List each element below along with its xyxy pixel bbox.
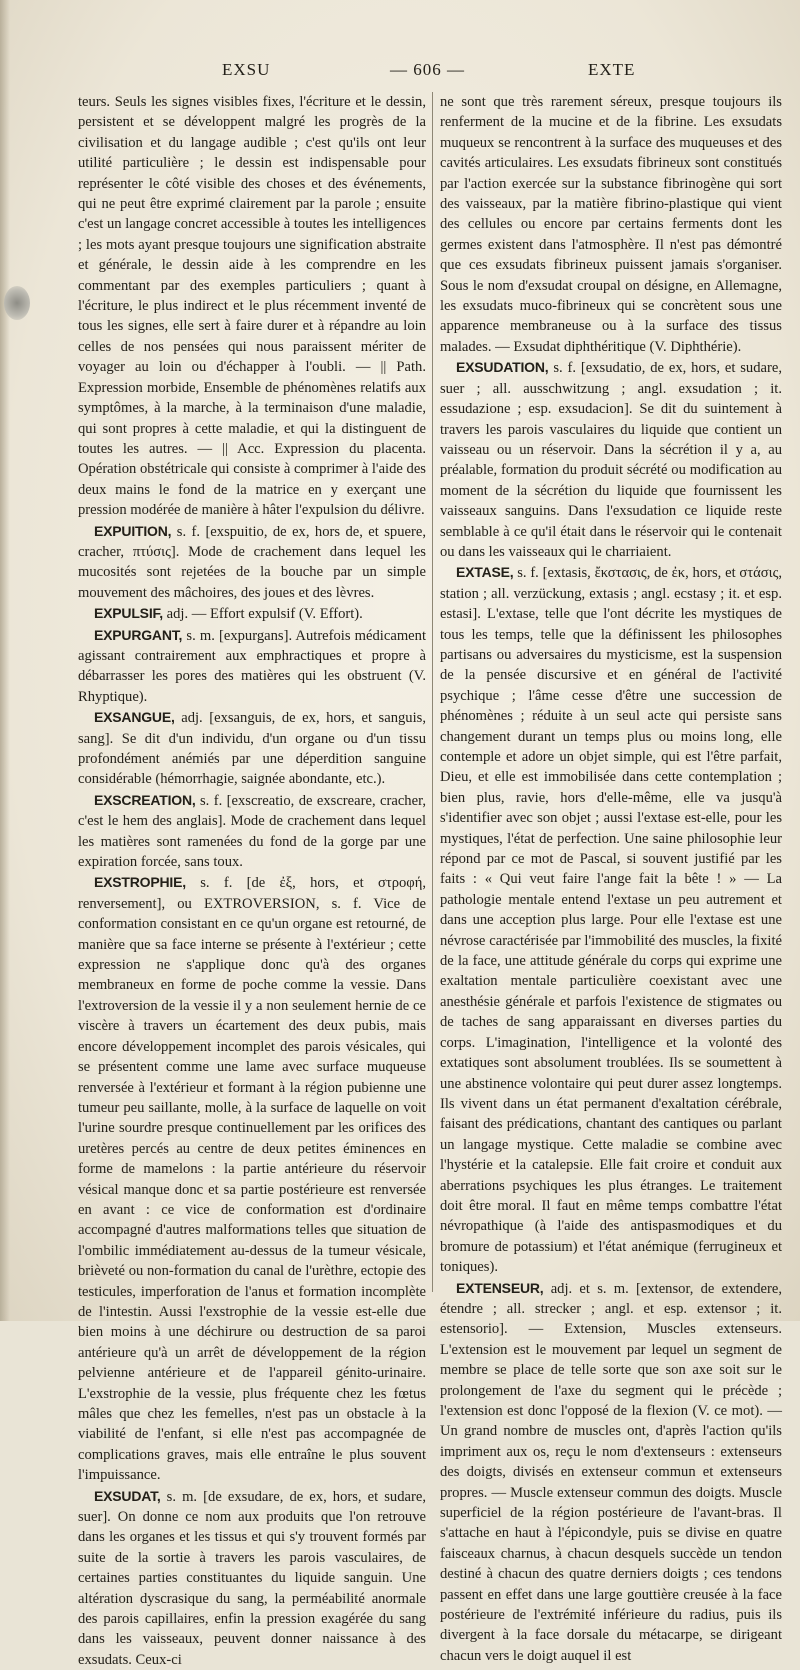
right-column: [440, 92, 782, 1664]
entry-headword: EXSCREATION,: [94, 791, 196, 808]
left-column: [78, 92, 426, 1668]
dictionary-entry: [440, 1278, 782, 1667]
entry-text: s. f. [de ἐξ, hors, et στροφή, renversement], ou EXTROVERSION, s. f. Vice de conformation consistant en ce qu'un organe est retourné, de manière que sa face interne se présente à l'extérieur ; cette expression ne s'applique donc qu'à des organes membraneux en forme de poche comme la vessie. Dans l'extroversion de la vessie il y a non seulement hernie de ce viscère à travers un écartement des deux pubis, mais encore développement incomplet des parois vésicales, qui se présentent comme une lame avec surface muqueuse renversée à l'extérieur et formant à la région pubienne une tumeur peu saillante, molle, à la surface de laquelle on voit l'urine sourdre presque continuellement par les orifices des uretères percés au centre de deux petites éminences en forme de mamelons : la partie antérieure du réservoir vésical manque donc et sa partie postérieure est renversée en avant : ce vice de conformation est d'ordinaire accompagné d'autres malformations telles que situation de l'ombilic immédiatement au-dessus de la tumeur vésicale, brièveté ou non-formation du canal de l'urèthre, ectopie des testicules, imperforation de l'anus et formation incomplète de l'intestin. Aussi l'exstrophie de la vessie est-elle due bien moins à une déchirure ou destruction de sa paroi antérieure qu'à un arrêt de développement de la région pelvienne antérieure et de l'appareil génito-urinaire. L'exstrophie de la vessie, plus fréquente chez les fœtus mâles que chez les femelles, n'est pas un obstacle à la viabilité de l'enfant, si elle n'est pas accompagnée de complications graves, mais elle entraîne le plus souvent l'impuissance.: [78, 875, 426, 1484]
page-spine-shadow: [0, 0, 10, 1321]
dictionary-entry: [78, 521, 426, 604]
header-left-guideword: EXSU: [222, 60, 271, 79]
entry-headword: EXPUITION,: [94, 522, 172, 539]
page-number: — 606 —: [390, 60, 465, 79]
entry-text: ne sont que très rarement séreux, presque toujours ils renferment de la mucine et de la fibrine. Les exsudats muqueux se rencontrent à la surface des muqueuses et des cavités articulaires. Les exsudats fibrineux sont constitués par l'action exercée sur la substance fibrinogène qui sort des vaisseaux, par la matière fibrino-plastique qui vient des cellules ou encore par certains ferments dont les germes existent dans l'atmosphère. Il n'est pas démontré que ces exsudats fibrineux puissent jamais s'organiser. Sous le nom d'exsudat croupal on désigne, en Allemagne, les exsudats muco-fibrineux qui se concrètent sous une apparence membraneuse ou à la surface des tissus malades. — Exsudat diphthéritique (V. Diphthérie).: [440, 94, 782, 355]
entry-text: s. f. [exsudatio, de ex, hors, et sudare, suer ; all. ausschwitzung ; angl. exsudation ; it. essudazione ; esp. exsudacion]. Se dit du suintement à travers les parois vasculaires du liquide que contient un vaisseau ou un réservoir. Dans la sécrétion il y a, au préalable, formation du produit sécrété ou modification au moment de la sécrétion du liquide que fournissent les vaisseaux sanguins. Dans l'exsudation ce liquide reste semblable à ce qu'il était dans le réservoir qui le contenait ou dans les vaisseaux qui le charriaient.: [440, 360, 782, 560]
dictionary-entry: [78, 92, 426, 521]
entry-headword: EXTENSEUR,: [456, 1279, 544, 1296]
ink-stain: [4, 286, 30, 320]
entry-headword: EXPURGANT,: [94, 626, 183, 643]
entry-headword: EXSTROPHIE,: [94, 874, 186, 891]
running-header: [70, 60, 760, 86]
dictionary-entry: [78, 1486, 426, 1670]
dictionary-entry: [440, 92, 782, 357]
dictionary-entry: [78, 603, 426, 624]
dictionary-entry: [78, 707, 426, 790]
header-right-guideword: EXTE: [588, 60, 636, 79]
entry-text: s. f. [extasis, ἔκστασις, de ἐκ, hors, et στάσις, station ; all. verzückung, extasis ; angl. ecstasy ; it. et esp. estasi]. L'extase, telle que l'ont décrite les mystiques de tous les temps, telle que la définissent les philosophes partisans ou adversaires du mysticisme, est la suspension de la pensée discursive et en général de l'activité psychique ; l'âme cesse d'être une succession de phénomènes ; réduite à un seul acte qui persiste sans changement durant un temps plus ou moins long, elle contemple et adore un objet simple, qui est l'être parfait, Dieu, et elle est immobilisée dans cette contemplation ; bien plus, ravie, hors d'elle-même, elle va jusqu'à s'identifier avec son objet ; aussi l'extase est-elle, pour les mystiques, l'état de perfection. Une saine philosophie leur répond par ce mot de Pascal, si souvent justifié par les faits : « Qui veut faire l'ange fait la bête ! » — La pathologie mentale entend l'extase un peu autrement et dans une acception plus large. Pour elle l'extase est une névrose caractérisée par l'immobilité des muscles, la fixité de la face, une attitude générale du corps qui exprime une exaltation mentale particulière coexistant avec une anesthésie générale et parfois l'existence de stigmates ou de taches de sang apparaissant en diverses parties du corps. L'imagination, l'intelligence et la volonté des extatiques sont absolument troublées. Ils se soumettent à une abstinence volontaire qui peut durer assez longtemps. Ils vivent dans un état permanent d'exaltation cérébrale, faisant des prédications, chantant des cantiques ou parlant un langage mystique. Cette maladie se combine avec l'hystérie et la catalepsie. Elle fait croire et conduit aux aberrations psychiques les plus étranges. Le traitement doit être moral. Il faut en même temps combattre l'état névropathique (à l'aide des antispasmodiques et du bromure de potassium) et l'état anémique (ferrugineux et toniques).: [440, 565, 782, 1276]
entry-text: s. f. [exscreatio, de exscreare, cracher, c'est le hem des anglais]. Mode de crachement dans lequel les matières sont ramenées du fond de la gorge par une expiration forcée, sans toux.: [78, 792, 426, 871]
entry-text: s. f. [exspuitio, de ex, hors de, et spuere, cracher, πτύσις]. Mode de crachement dans lequel les mucosités sont rejetées de la bouche par un simple mouvement des mâchoires, des joues et des lèvres.: [78, 523, 426, 601]
entry-text: adj. et s. m. [extensor, de extendere, étendre ; all. strecker ; angl. et esp. extensor ; it. estensorio]. — Extension, Muscles extenseurs. L'extension est le mouvement par lequel un segment de membre se place de telle sorte que son axe soit sur le prolongement de l'axe du segment qui le précède ; l'extension est donc l'opposé de la flexion (V. ce mot). — Un grand nombre de muscles ont, d'après l'action qu'ils impriment aux os, reçu le nom d'extenseurs : extenseurs des doigts, divisés en extenseur commun et extenseurs propres. — Muscle extenseur commun des doigts. Muscle superficiel de la région postérieure de l'avant-bras. Il s'attache en haut à l'épicondyle, puis se divise en quatre faisceaux charnus, à chacun desquels succède un tendon destiné à chacun des quatre derniers doigts ; ces tendons passent en effet dans une large gouttière creusée à la face postérieure de l'extrémité inférieure du radius, puis ils divergent à la face dorsale du métacarpe, se dirigeant chacun vers le doigt auquel il est: [440, 1280, 782, 1664]
dictionary-entry: [78, 625, 426, 708]
entry-text: s. m. [de exsudare, de ex, hors, et sudare, suer]. On donne ce nom aux produits que l'on retrouve dans les organes et les tissus et qui s'y trouvent formés par suite de la sortie à travers les parois vasculaires, de certaines parties constituantes du liquide sanguin. Une altération dyscrasique du sang, la perméabilité anormale des parois capillaires, enfin la pression exagérée du sang dans les vaisseaux, peuvent donner naissance à des exsudats. Ceux-ci: [78, 1488, 426, 1668]
entry-text: s. m. [expurgans]. Autrefois médicament agissant contrairement aux emphractiques et propre à débarrasser les pores des matières qui les obstruent (V. Rhyptique).: [78, 627, 426, 705]
column-divider: [432, 92, 433, 1292]
entry-text: teurs. Seuls les signes visibles fixes, l'écriture et le dessin, persistent et se développent malgré les progrès de la civilisation et du langage audible ; c'est qu'ils ont leur utilité particulière ; le dessin est indispensable pour représenter le côté visible des choses et des événements, qui ne peut être exprimé clairement par la parole ; ensuite c'est un langage concret accessible à toutes les intelligences ; les mots ayant presque toujours une signification abstraite et générale, le dessin aide à les comprendre en les commentant par des exemples particuliers ; quant à l'écriture, le plus indirect et le plus récemment inventé de tous les signes, elle sert à faire durer et à répandre au loin celles de nos pensées qui nous paraissent mériter de voyager au loin ou d'échapper à l'oubli. — || Path. Expression morbide, Ensemble de phénomènes relatifs aux symptômes, à la marche, à la terminaison d'une maladie, qui sont propres à cette maladie, et qui la distinguent de toutes les autres. — || Acc. Expression du placenta. Opération obstétricale qui consiste à comprimer à l'aide des deux mains le fond de la matrice en y exerçant une pression modérée de manière à hâter l'expulsion du délivre.: [78, 94, 426, 519]
entry-headword: EXSANGUE,: [94, 709, 175, 726]
entry-headword: EXTASE,: [456, 564, 514, 581]
entry-text: adj. [exsanguis, de ex, hors, et sanguis, sang]. Se dit d'un individu, d'un organe ou d'un tissu profondément anémiés par une déperdition sanguine considérable (hémorrhagie, saignée abondante, etc.).: [78, 710, 426, 788]
entry-headword: EXPULSIF,: [94, 605, 163, 622]
dictionary-entry: [78, 872, 426, 1485]
entry-headword: EXSUDATION,: [456, 359, 549, 376]
dictionary-entry: [440, 562, 782, 1277]
dictionary-entry: [440, 357, 782, 562]
entry-text: adj. — Effort expulsif (V. Effort).: [163, 606, 363, 623]
entry-headword: EXSUDAT,: [94, 1487, 161, 1504]
dictionary-entry: [78, 790, 426, 873]
